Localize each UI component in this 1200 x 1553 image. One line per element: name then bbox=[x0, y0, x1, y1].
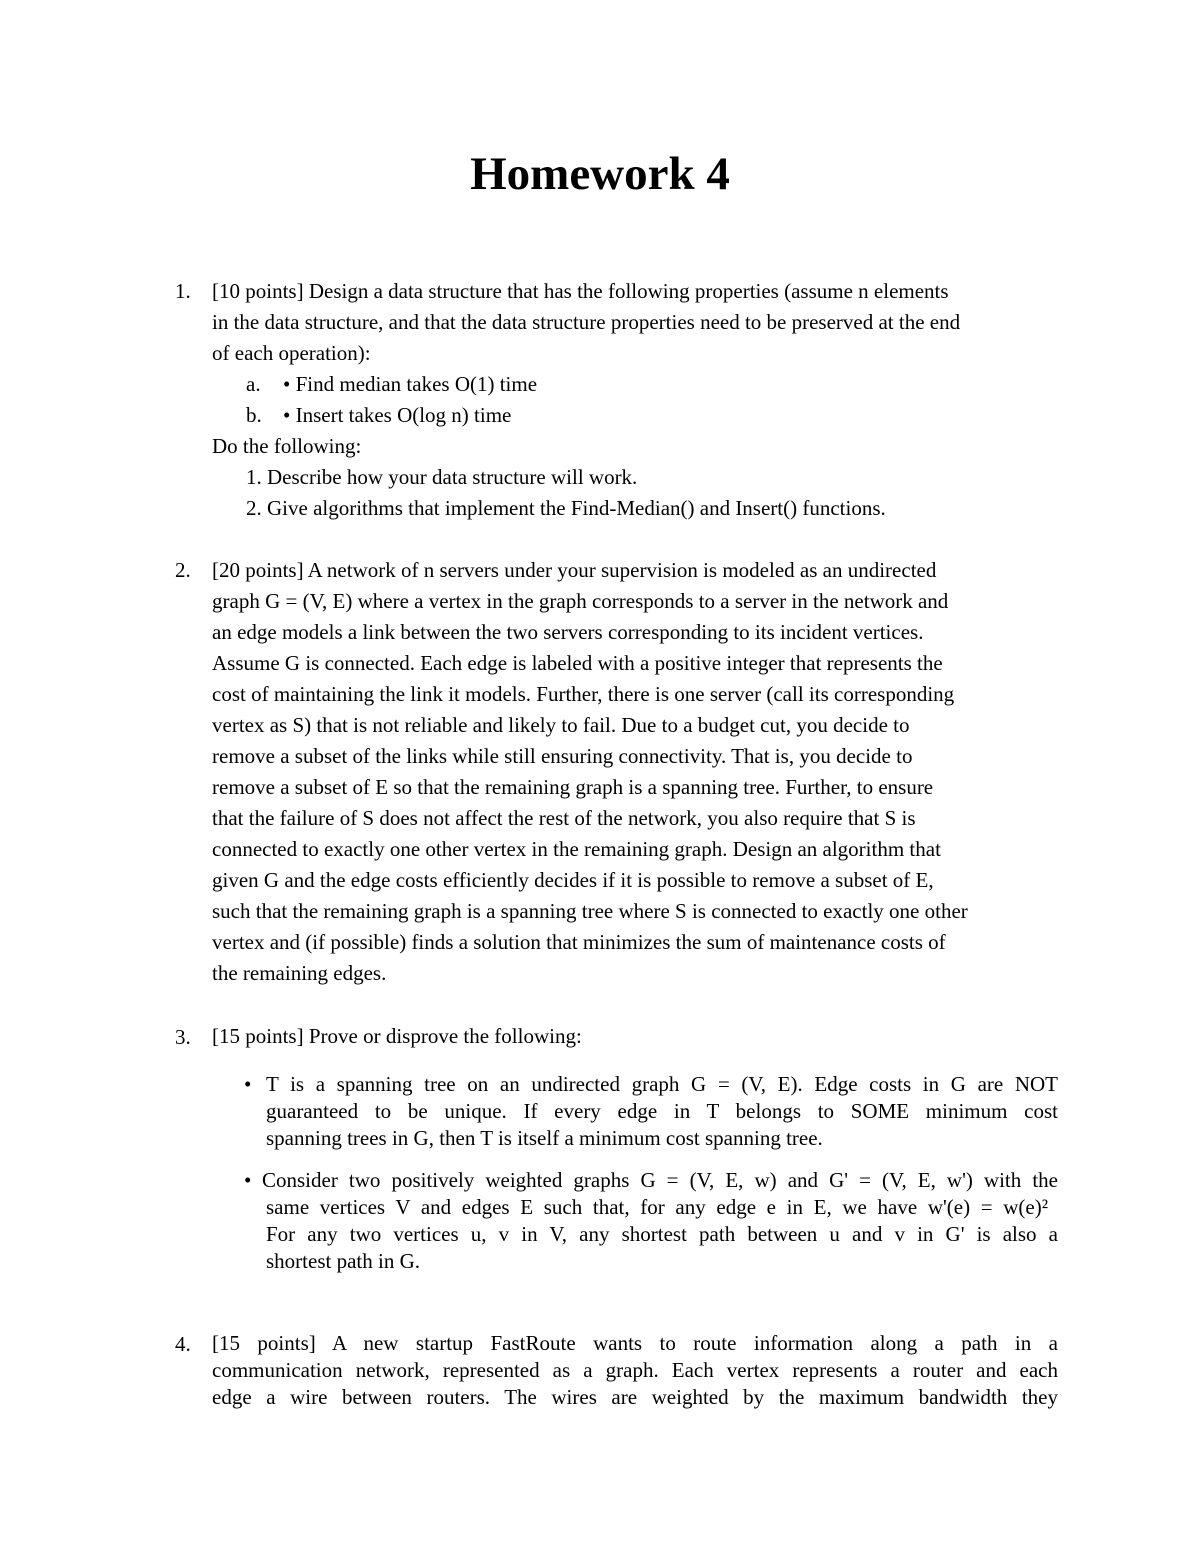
page-title: Homework 4 bbox=[470, 148, 730, 200]
question-intro: [15 points] Prove or disprove the following: bbox=[212, 1024, 582, 1048]
question-text-line: Assume G is connected. Each edge is labeled with a positive integer that represents the bbox=[212, 651, 943, 675]
task-item: 1. Describe how your data structure will work. bbox=[246, 465, 638, 489]
bullet-text-line: same vertices V and edges E such that, for any edge e in E, we have w'(e) = w(e)² bbox=[266, 1195, 1048, 1219]
question-number: 3. bbox=[175, 1025, 191, 1049]
question-number: 2. bbox=[175, 558, 191, 582]
question-text-line: given G and the edge costs efficiently decides if it is possible to remove a subset of E, bbox=[212, 868, 934, 892]
question-text-line: in the data structure, and that the data structure properties need to be preserved at the end bbox=[212, 310, 961, 334]
bullet-icon: • bbox=[244, 1168, 252, 1192]
question-text-line: vertex as S) that is not reliable and likely to fail. Due to a budget cut, you decide to bbox=[212, 713, 910, 737]
question-number: 4. bbox=[175, 1332, 191, 1356]
question-text-line: connected to exactly one other vertex in the remaining graph. Design an algorithm that bbox=[212, 837, 941, 861]
bullet-text-line: shortest path in G. bbox=[266, 1249, 420, 1273]
question-text-line: remove a subset of the links while still ensuring connectivity. That is, you decide to bbox=[212, 744, 913, 768]
bullet-text-line: For any two vertices u, v in V, any shortest path between u and v in G' is also a bbox=[266, 1222, 1058, 1246]
property-text: • Insert takes O(log n) time bbox=[283, 403, 512, 427]
question-text-line: remove a subset of E so that the remaining graph is a spanning tree. Further, to ensure bbox=[212, 775, 934, 799]
bullet-text-line: guaranteed to be unique. If every edge in T belongs to SOME minimum cost bbox=[266, 1099, 1058, 1123]
do-following-label: Do the following: bbox=[212, 434, 362, 458]
question-text-line: that the failure of S does not affect the rest of the network, you also require that S is bbox=[212, 806, 916, 830]
question-number: 1. bbox=[175, 279, 191, 303]
question-text-line: [20 points] A network of n servers under your supervision is modeled as an undirected bbox=[212, 558, 937, 582]
property-marker: a. bbox=[246, 372, 261, 396]
bullet-text-line: T is a spanning tree on an undirected graph G = (V, E). Edge costs in G are NOT bbox=[266, 1072, 1058, 1096]
question-text-line: such that the remaining graph is a spanning tree where S is connected to exactly one other bbox=[212, 899, 968, 923]
question-text-line: an edge models a link between the two servers corresponding to its incident vertices. bbox=[212, 620, 924, 644]
bullet-icon: • bbox=[244, 1072, 252, 1096]
question-text-line: edge a wire between routers. The wires are weighted by the maximum bandwidth they bbox=[212, 1385, 1058, 1409]
bullet-text-line: spanning trees in G, then T is itself a minimum cost spanning tree. bbox=[266, 1126, 823, 1150]
question-text-line: of each operation): bbox=[212, 341, 371, 365]
property-marker: b. bbox=[246, 403, 262, 427]
question-text-line: cost of maintaining the link it models. Further, there is one server (call its corresponding bbox=[212, 682, 955, 706]
question-text-line: [10 points] Design a data structure that has the following properties (assume n elements bbox=[212, 279, 949, 303]
question-text-line: graph G = (V, E) where a vertex in the graph corresponds to a server in the network and bbox=[212, 589, 949, 613]
question-text-line: communication network, represented as a graph. Each vertex represents a router and each bbox=[212, 1358, 1058, 1382]
property-text: • Find median takes O(1) time bbox=[283, 372, 538, 396]
task-item: 2. Give algorithms that implement the Find-Median() and Insert() functions. bbox=[246, 496, 886, 520]
bullet-text-line: Consider two positively weighted graphs G = (V, E, w) and G' = (V, E, w') with the bbox=[262, 1168, 1058, 1192]
question-text-line: [15 points] A new startup FastRoute wants to route information along a path in a bbox=[212, 1331, 1058, 1355]
question-text-line: the remaining edges. bbox=[212, 961, 387, 985]
question-text-line: vertex and (if possible) finds a solution that minimizes the sum of maintenance costs of bbox=[212, 930, 946, 954]
